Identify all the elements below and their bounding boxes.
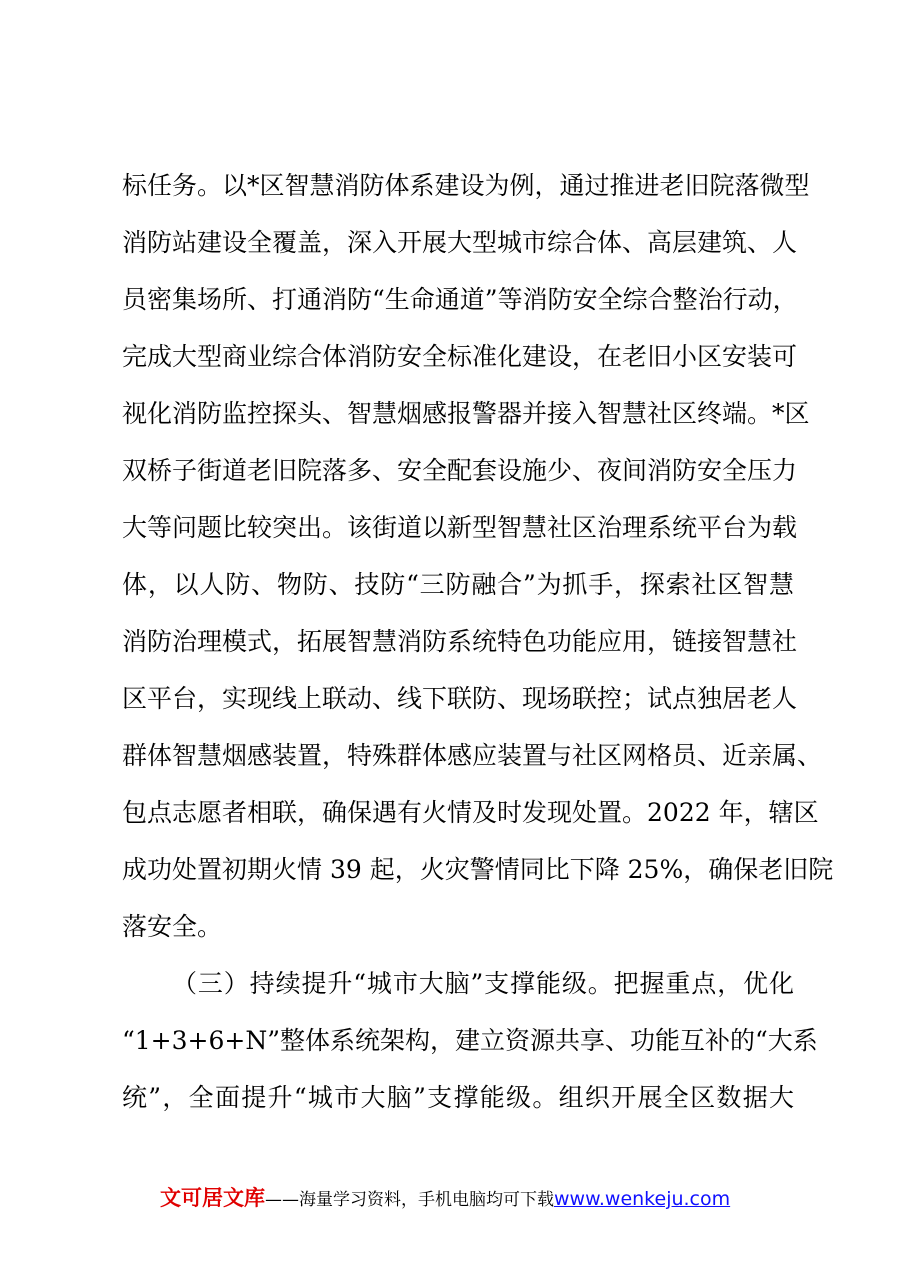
footer-url-link[interactable]: www.wenkeju.com: [554, 1188, 731, 1210]
paragraph-line: 消防站建设全覆盖，深入开展大型城市综合体、高层建筑、人: [122, 228, 798, 257]
paragraph-line: “1+3+6+N”整体系统架构，建立资源共享、功能互补的“大系: [122, 1026, 818, 1055]
paragraph-line: 群体智慧烟感装置，特殊群体感应装置与社区网格员、近亲属、: [122, 741, 823, 770]
paragraph-line: 大等问题比较突出。该街道以新型智慧社区治理系统平台为载: [122, 513, 798, 542]
paragraph-line: 视化消防监控探头、智慧烟感报警器并接入智慧社区终端。*区: [122, 399, 810, 428]
section-heading-line: （三）持续提升“城市大脑”支撑能级。把握重点，优化: [172, 969, 794, 998]
footer-brand: 文可居文库: [160, 1186, 265, 1210]
paragraph-line: 统”，全面提升“城市大脑”支撑能级。组织开展全区数据大: [122, 1083, 794, 1112]
paragraph-line: 员密集场所、打通消防“生命通道”等消防安全综合整治行动，: [122, 285, 798, 314]
footer-slogan: ——海量学习资料，手机电脑均可下载: [265, 1190, 554, 1210]
paragraph-line: 体，以人防、物防、技防“三防融合”为抓手，探索社区智慧: [122, 570, 794, 599]
paragraph-line: 标任务。以*区智慧消防体系建设为例，通过推进老旧院落微型: [122, 171, 810, 200]
paragraph-line: 包点志愿者相联，确保遇有火情及时发现处置。2022 年，辖区: [122, 798, 819, 827]
paragraph-line: 双桥子街道老旧院落多、安全配套设施少、夜间消防安全压力: [122, 456, 798, 485]
paragraph-line: 消防治理模式，拓展智慧消防系统特色功能应用，链接智慧社: [122, 627, 798, 656]
paragraph-line: 完成大型商业综合体消防安全标准化建设，在老旧小区安装可: [122, 342, 798, 371]
paragraph-line: 落安全。: [122, 912, 223, 941]
footer-banner: [160, 1182, 780, 1214]
paragraph-line: 区平台，实现线上联动、线下联防、现场联控；试点独居老人: [122, 684, 798, 713]
paragraph-line: 成功处置初期火情 39 起，火灾警情同比下降 25%，确保老旧院: [122, 855, 834, 884]
